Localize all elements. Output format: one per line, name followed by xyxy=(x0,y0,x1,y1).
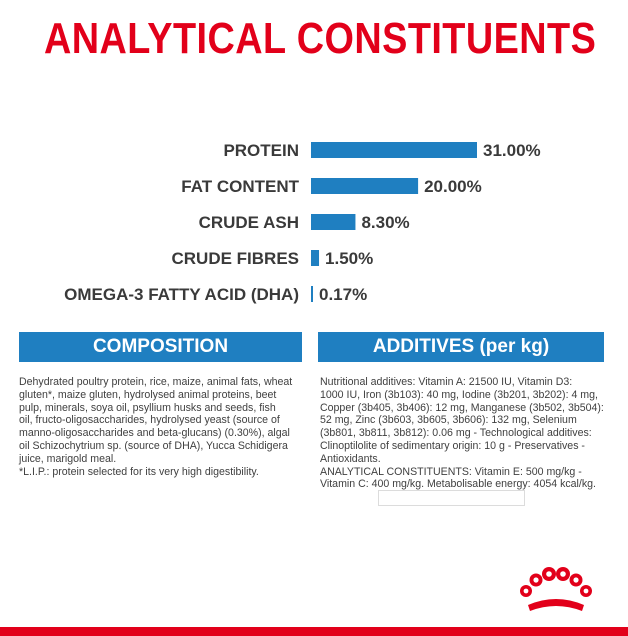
category-label: CRUDE ASH xyxy=(198,213,299,232)
value-label: 1.50% xyxy=(325,249,374,268)
category-label: CRUDE FIBRES xyxy=(171,249,299,268)
value-label: 0.17% xyxy=(319,285,368,304)
value-label: 31.00% xyxy=(483,141,541,160)
composition-heading: COMPOSITION xyxy=(19,332,302,362)
bar xyxy=(311,286,313,302)
additives-heading: ADDITIVES (per kg) xyxy=(318,332,604,362)
page-title: ANALYTICAL CONSTITUENTS xyxy=(43,14,597,63)
composition-text: Dehydrated poultry protein, rice, maize, animal fats, wheat gluten*, maize gluten, hydrolysed animal proteins, beet pulp, minerals, soya oil, psyllium husks and seeds, fish oil, fructo-oligosaccharides, hydrolysed yeast (source of manno-oligosaccharides and beta-glucans) (0.30%), algal oil Schizochytrium sp. (source of DHA), Yucca Schidigera juice, marigold meal. *L.I.P.: protein selected for its very high digestibility. xyxy=(19,376,293,478)
category-label: OMEGA-3 FATTY ACID (DHA) xyxy=(64,285,299,304)
bar xyxy=(311,142,477,158)
watermark-box xyxy=(378,490,525,506)
bar xyxy=(311,250,319,266)
category-label: FAT CONTENT xyxy=(181,177,299,196)
value-label: 20.00% xyxy=(424,177,482,196)
value-label: 8.30% xyxy=(361,213,410,232)
additives-text: Nutritional additives: Vitamin A: 21500 IU, Vitamin D3: 1000 IU, Iron (3b103): 40 mg, Iodine (3b201, 3b202): 4 mg, Copper (3b405, 3b406): 12 mg, Manganese (3b502, 3b504): 52 mg, Zinc (3b603, 3b605, 3b606): 132 mg, Selenium (3b801, 3b811, 3b812): 0.06 mg - Technological additives: Clinoptilolite of sedimentary origin: 10 g - Preservatives - Antioxidants. ANALYTICAL CONSTITUENTS: Vitamin E: 500 mg/kg - Vitamin C: 400 mg/kg. Metabolisable energy: 4054 kcal/kg. xyxy=(320,376,604,491)
crown-logo-icon xyxy=(516,565,596,613)
bar xyxy=(311,214,355,230)
nutrient-bar-chart xyxy=(0,130,628,320)
bar xyxy=(311,178,418,194)
bottom-red-bar xyxy=(0,627,628,636)
category-label: PROTEIN xyxy=(223,141,299,160)
